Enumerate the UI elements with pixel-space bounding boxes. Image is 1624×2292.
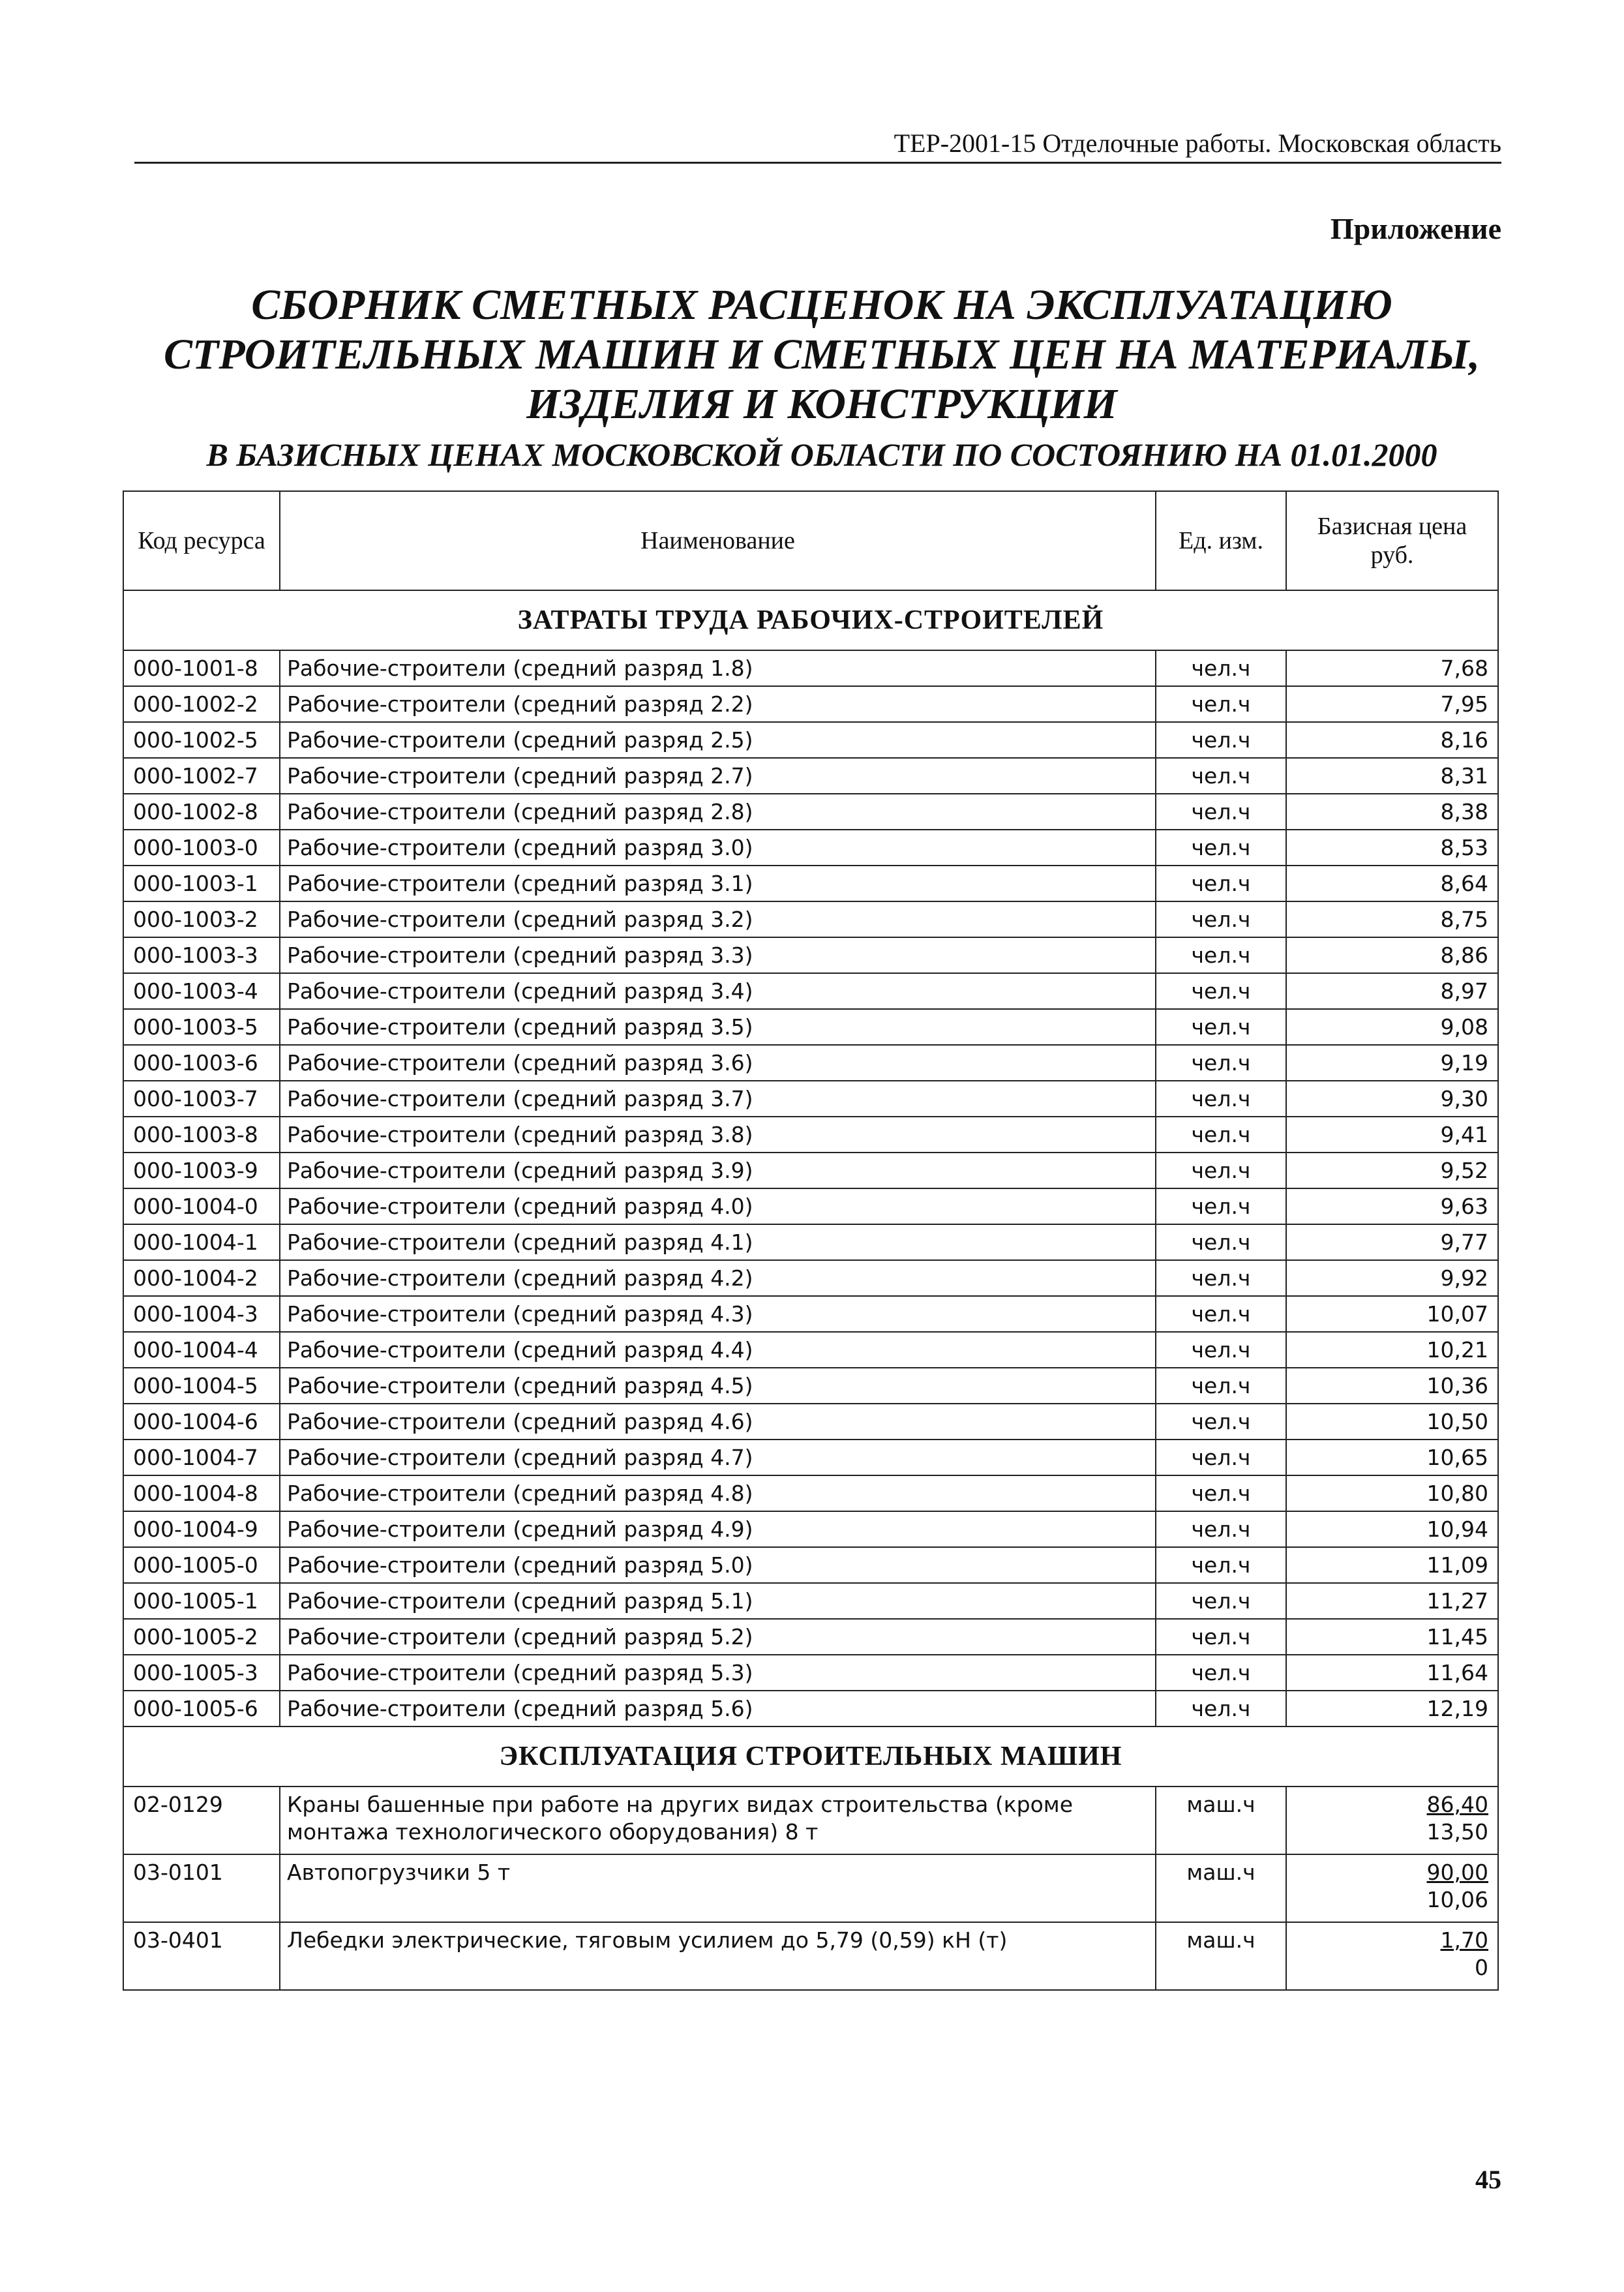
resource-price-cell [1286, 1922, 1498, 1990]
section-row-labor [123, 590, 1498, 650]
document-title [130, 280, 1513, 429]
resource-price: 9,30 [1286, 1081, 1498, 1117]
table-row [123, 1655, 1498, 1691]
table-row [123, 937, 1498, 973]
resource-unit: чел.ч [1156, 1619, 1286, 1655]
resource-price: 11,09 [1286, 1547, 1498, 1583]
table-row [123, 1081, 1498, 1117]
resource-price: 10,07 [1286, 1296, 1498, 1332]
resource-code: 000-1005-2 [123, 1619, 280, 1655]
resource-code: 000-1003-2 [123, 901, 280, 937]
resource-name: Рабочие-строители (средний разряд 5.2) [280, 1619, 1156, 1655]
resource-code: 000-1004-1 [123, 1224, 280, 1260]
table-row [123, 1619, 1498, 1655]
table-row [123, 1045, 1498, 1081]
price-table [123, 490, 1499, 1991]
resource-name: Рабочие-строители (средний разряд 4.5) [280, 1368, 1156, 1404]
resource-unit: чел.ч [1156, 901, 1286, 937]
resource-name: Рабочие-строители (средний разряд 4.1) [280, 1224, 1156, 1260]
table-row [123, 758, 1498, 794]
resource-code: 000-1004-6 [123, 1404, 280, 1440]
table-row [123, 973, 1498, 1009]
resource-unit: чел.ч [1156, 973, 1286, 1009]
resource-name: Рабочие-строители (средний разряд 3.2) [280, 901, 1156, 937]
resource-price: 8,86 [1286, 937, 1498, 973]
resource-price: 8,16 [1286, 722, 1498, 758]
table-row [123, 1440, 1498, 1475]
resource-code: 000-1004-2 [123, 1260, 280, 1296]
resource-name: Рабочие-строители (средний разряд 4.2) [280, 1260, 1156, 1296]
resource-price-wages: 0 [1475, 1955, 1488, 1980]
resource-code: 000-1005-1 [123, 1583, 280, 1619]
table-row [123, 1368, 1498, 1404]
column-header-price: Базисная цена руб. [1286, 491, 1498, 590]
resource-name: Краны башенные при работе на других видах строительства (кроме монтажа технологического оборудования) 8 т [280, 1787, 1156, 1854]
resource-unit: чел.ч [1156, 686, 1286, 722]
table-row [123, 794, 1498, 830]
table-row [123, 1332, 1498, 1368]
appendix-label: Приложение [1330, 212, 1501, 245]
resource-price: 8,64 [1286, 866, 1498, 901]
resource-code: 000-1005-3 [123, 1655, 280, 1691]
resource-code: 03-0101 [123, 1854, 280, 1922]
resource-code: 000-1003-0 [123, 830, 280, 866]
resource-unit: чел.ч [1156, 866, 1286, 901]
resource-unit: чел.ч [1156, 1475, 1286, 1511]
resource-code: 000-1004-3 [123, 1296, 280, 1332]
resource-unit: чел.ч [1156, 1009, 1286, 1045]
resource-name: Рабочие-строители (средний разряд 2.5) [280, 722, 1156, 758]
resource-name: Рабочие-строители (средний разряд 3.9) [280, 1153, 1156, 1188]
resource-price: 8,53 [1286, 830, 1498, 866]
resource-unit: чел.ч [1156, 794, 1286, 830]
table-row [123, 1404, 1498, 1440]
resource-name: Рабочие-строители (средний разряд 5.1) [280, 1583, 1156, 1619]
resource-name: Лебедки электрические, тяговым усилием до 5,79 (0,59) кН (т) [280, 1922, 1156, 1990]
resource-price: 11,27 [1286, 1583, 1498, 1619]
resource-name: Рабочие-строители (средний разряд 1.8) [280, 650, 1156, 686]
column-header-unit: Ед. изм. [1156, 491, 1286, 590]
resource-price: 10,50 [1286, 1404, 1498, 1440]
resource-code: 000-1005-6 [123, 1691, 280, 1727]
resource-unit: чел.ч [1156, 1404, 1286, 1440]
resource-unit: чел.ч [1156, 1081, 1286, 1117]
table-row [123, 830, 1498, 866]
resource-price-wages: 13,50 [1426, 1819, 1488, 1845]
resource-code: 000-1004-0 [123, 1188, 280, 1224]
resource-name: Рабочие-строители (средний разряд 2.8) [280, 794, 1156, 830]
resource-name: Рабочие-строители (средний разряд 3.8) [280, 1117, 1156, 1153]
resource-code: 000-1002-2 [123, 686, 280, 722]
resource-price: 7,95 [1286, 686, 1498, 722]
resource-code: 000-1005-0 [123, 1547, 280, 1583]
resource-code: 000-1004-9 [123, 1511, 280, 1547]
resource-unit: чел.ч [1156, 722, 1286, 758]
resource-price: 11,64 [1286, 1655, 1498, 1691]
resource-code: 000-1004-4 [123, 1332, 280, 1368]
column-header-code: Код ресурса [123, 491, 280, 590]
resource-code: 000-1003-1 [123, 866, 280, 901]
resource-unit: маш.ч [1156, 1854, 1286, 1922]
resource-name: Рабочие-строители (средний разряд 3.0) [280, 830, 1156, 866]
table-row [123, 1583, 1498, 1619]
resource-name: Рабочие-строители (средний разряд 3.4) [280, 973, 1156, 1009]
table-body [123, 590, 1498, 1990]
resource-unit: чел.ч [1156, 1296, 1286, 1332]
table-row [123, 1260, 1498, 1296]
table-row [123, 1009, 1498, 1045]
resource-price: 7,68 [1286, 650, 1498, 686]
resource-code: 000-1002-8 [123, 794, 280, 830]
resource-name: Рабочие-строители (средний разряд 4.3) [280, 1296, 1156, 1332]
resource-unit: чел.ч [1156, 1260, 1286, 1296]
resource-code: 000-1003-8 [123, 1117, 280, 1153]
resource-unit: чел.ч [1156, 1655, 1286, 1691]
resource-name: Рабочие-строители (средний разряд 4.8) [280, 1475, 1156, 1511]
resource-unit: чел.ч [1156, 1224, 1286, 1260]
resource-price-wages: 10,06 [1426, 1887, 1488, 1912]
resource-price: 8,31 [1286, 758, 1498, 794]
table-row [123, 866, 1498, 901]
resource-price: 9,08 [1286, 1009, 1498, 1045]
document-subtitle: В БАЗИСНЫХ ЦЕНАХ МОСКОВСКОЙ ОБЛАСТИ ПО СОСТОЯНИЮ НА 01.01.2000 [206, 436, 1437, 473]
resource-code: 000-1001-8 [123, 650, 280, 686]
resource-price: 9,52 [1286, 1153, 1498, 1188]
table-row [123, 901, 1498, 937]
resource-code: 000-1004-8 [123, 1475, 280, 1511]
table-row [123, 1547, 1498, 1583]
resource-name: Рабочие-строители (средний разряд 4.0) [280, 1188, 1156, 1224]
running-head: ТЕР-2001-15 Отделочные работы. Московская область [894, 128, 1501, 158]
table-row [123, 686, 1498, 722]
section-row-machines [123, 1727, 1498, 1787]
resource-code: 000-1004-7 [123, 1440, 280, 1475]
resource-name: Рабочие-строители (средний разряд 5.0) [280, 1547, 1156, 1583]
resource-unit: чел.ч [1156, 1691, 1286, 1727]
table-row [123, 1296, 1498, 1332]
resource-name: Рабочие-строители (средний разряд 5.6) [280, 1691, 1156, 1727]
table-row [123, 1475, 1498, 1511]
resource-price-cell [1286, 1854, 1498, 1922]
resource-name: Рабочие-строители (средний разряд 3.7) [280, 1081, 1156, 1117]
table-row [123, 1787, 1498, 1854]
page-number: 45 [1475, 2165, 1501, 2194]
table-row [123, 650, 1498, 686]
table-row [123, 1691, 1498, 1727]
resource-price: 12,19 [1286, 1691, 1498, 1727]
resource-code: 000-1003-4 [123, 973, 280, 1009]
table-header-row [123, 491, 1498, 590]
resource-price: 9,41 [1286, 1117, 1498, 1153]
resource-price: 86,40 [1426, 1792, 1488, 1817]
section-title-labor: ЗАТРАТЫ ТРУДА РАБОЧИХ-СТРОИТЕЛЕЙ [123, 590, 1498, 650]
resource-code: 000-1003-6 [123, 1045, 280, 1081]
resource-code: 000-1004-5 [123, 1368, 280, 1404]
resource-price: 90,00 [1426, 1860, 1488, 1885]
resource-unit: маш.ч [1156, 1922, 1286, 1990]
resource-price: 10,65 [1286, 1440, 1498, 1475]
table-row [123, 1117, 1498, 1153]
resource-unit: чел.ч [1156, 758, 1286, 794]
resource-price: 9,77 [1286, 1224, 1498, 1260]
resource-price: 10,36 [1286, 1368, 1498, 1404]
resource-price: 10,94 [1286, 1511, 1498, 1547]
resource-price: 9,19 [1286, 1045, 1498, 1081]
resource-unit: чел.ч [1156, 1547, 1286, 1583]
resource-unit: чел.ч [1156, 1045, 1286, 1081]
table-row [123, 1188, 1498, 1224]
resource-name: Рабочие-строители (средний разряд 3.3) [280, 937, 1156, 973]
resource-unit: чел.ч [1156, 937, 1286, 973]
resource-name: Рабочие-строители (средний разряд 3.5) [280, 1009, 1156, 1045]
table-row [123, 1511, 1498, 1547]
resource-price: 8,75 [1286, 901, 1498, 937]
resource-unit: чел.ч [1156, 1332, 1286, 1368]
resource-price-cell [1286, 1787, 1498, 1854]
section-title-machines: ЭКСПЛУАТАЦИЯ СТРОИТЕЛЬНЫХ МАШИН [123, 1727, 1498, 1787]
title-line: СТРОИТЕЛЬНЫХ МАШИН И СМЕТНЫХ ЦЕН НА МАТЕРИАЛЫ, [164, 331, 1480, 378]
resource-price: 1,70 [1440, 1927, 1488, 1953]
resource-unit: чел.ч [1156, 1368, 1286, 1404]
resource-unit: чел.ч [1156, 1188, 1286, 1224]
resource-code: 000-1003-7 [123, 1081, 280, 1117]
resource-code: 02-0129 [123, 1787, 280, 1854]
resource-name: Рабочие-строители (средний разряд 4.9) [280, 1511, 1156, 1547]
resource-name: Рабочие-строители (средний разряд 2.2) [280, 686, 1156, 722]
resource-name: Рабочие-строители (средний разряд 4.7) [280, 1440, 1156, 1475]
resource-code: 03-0401 [123, 1922, 280, 1990]
table-row [123, 1224, 1498, 1260]
resource-price: 10,21 [1286, 1332, 1498, 1368]
resource-unit: маш.ч [1156, 1787, 1286, 1854]
title-line: ИЗДЕЛИЯ И КОНСТРУКЦИИ [526, 380, 1117, 428]
title-line: СБОРНИК СМЕТНЫХ РАСЦЕНОК НА ЭКСПЛУАТАЦИЮ [251, 281, 1392, 329]
resource-unit: чел.ч [1156, 1153, 1286, 1188]
table-row [123, 1153, 1498, 1188]
table-row [123, 1922, 1498, 1990]
resource-unit: чел.ч [1156, 1440, 1286, 1475]
resource-unit: чел.ч [1156, 650, 1286, 686]
resource-price: 9,63 [1286, 1188, 1498, 1224]
resource-name: Автопогрузчики 5 т [280, 1854, 1156, 1922]
table-row [123, 1854, 1498, 1922]
resource-code: 000-1002-7 [123, 758, 280, 794]
resource-name: Рабочие-строители (средний разряд 3.6) [280, 1045, 1156, 1081]
resource-code: 000-1003-9 [123, 1153, 280, 1188]
resource-name: Рабочие-строители (средний разряд 5.3) [280, 1655, 1156, 1691]
resource-price: 8,38 [1286, 794, 1498, 830]
resource-price: 8,97 [1286, 973, 1498, 1009]
resource-price: 11,45 [1286, 1619, 1498, 1655]
table-row [123, 722, 1498, 758]
resource-code: 000-1003-3 [123, 937, 280, 973]
resource-name: Рабочие-строители (средний разряд 4.6) [280, 1404, 1156, 1440]
resource-code: 000-1002-5 [123, 722, 280, 758]
column-header-name: Наименование [280, 491, 1156, 590]
resource-unit: чел.ч [1156, 1511, 1286, 1547]
resource-unit: чел.ч [1156, 1583, 1286, 1619]
resource-price: 10,80 [1286, 1475, 1498, 1511]
resource-unit: чел.ч [1156, 830, 1286, 866]
resource-code: 000-1003-5 [123, 1009, 280, 1045]
resource-name: Рабочие-строители (средний разряд 4.4) [280, 1332, 1156, 1368]
resource-name: Рабочие-строители (средний разряд 3.1) [280, 866, 1156, 901]
resource-unit: чел.ч [1156, 1117, 1286, 1153]
resource-name: Рабочие-строители (средний разряд 2.7) [280, 758, 1156, 794]
resource-price: 9,92 [1286, 1260, 1498, 1296]
